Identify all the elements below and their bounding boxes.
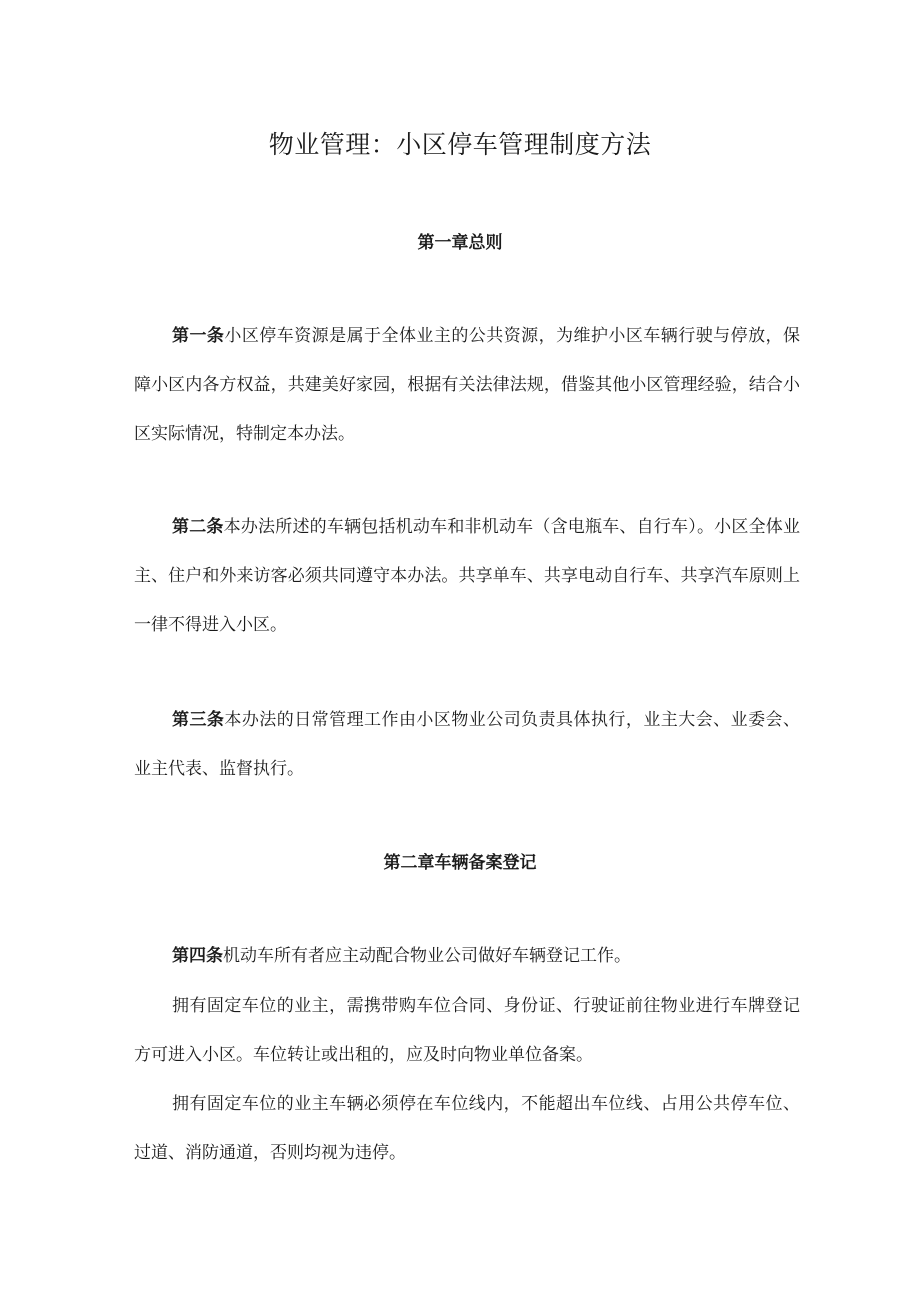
chapter-heading-2: 第二章车辆备案登记 — [383, 853, 537, 873]
paragraph-fixed-parking-rules: 拥有固定车位的业主车辆必须停在车位线内，不能超出车位线、占用公共停车位、过道、消防通道，否则均视为违停。 — [134, 1094, 800, 1163]
article-1 — [134, 312, 800, 459]
article-2 — [134, 503, 800, 650]
article-4-text: 机动车所有者应主动配合物业公司做好车辆登记工作。 — [223, 946, 631, 966]
paragraph-fixed-parking-registration: 拥有固定车位的业主，需携带购车位合同、身份证、行驶证前往物业进行车牌登记方可进入小区。车位转让或出租的，应及时向物业单位备案。 — [134, 996, 800, 1065]
article-1-text: 小区停车资源是属于全体业主的公共资源，为维护小区车辆行驶与停放，保障小区内各方权益，共建美好家园，根据有关法律法规，借鉴其他小区管理经验，结合小区实际情况，特制定本办法。 — [134, 326, 801, 444]
chapter-heading-1: 第一章总则 — [417, 233, 503, 253]
document-title: 物业管理：小区停车管理制度方法 — [268, 130, 652, 159]
article-2-text: 本办法所述的车辆包括机动车和非机动车（含电瓶车、自行车）。小区全体业主、住户和外来访客必须共同遵守本办法。共享单车、共享电动自行车、共享汽车原则上一律不得进入小区。 — [134, 517, 800, 635]
article-3-text: 本办法的日常管理工作由小区物业公司负责具体执行，业主大会、业委会、业主代表、监督执行。 — [134, 710, 801, 779]
article-3 — [134, 696, 800, 794]
article-1-label: 第一条 — [172, 326, 225, 346]
article-2-label: 第二条 — [172, 517, 224, 537]
article-4-label: 第四条 — [172, 946, 223, 966]
article-4 — [134, 932, 800, 981]
article-3-label: 第三条 — [172, 710, 225, 730]
